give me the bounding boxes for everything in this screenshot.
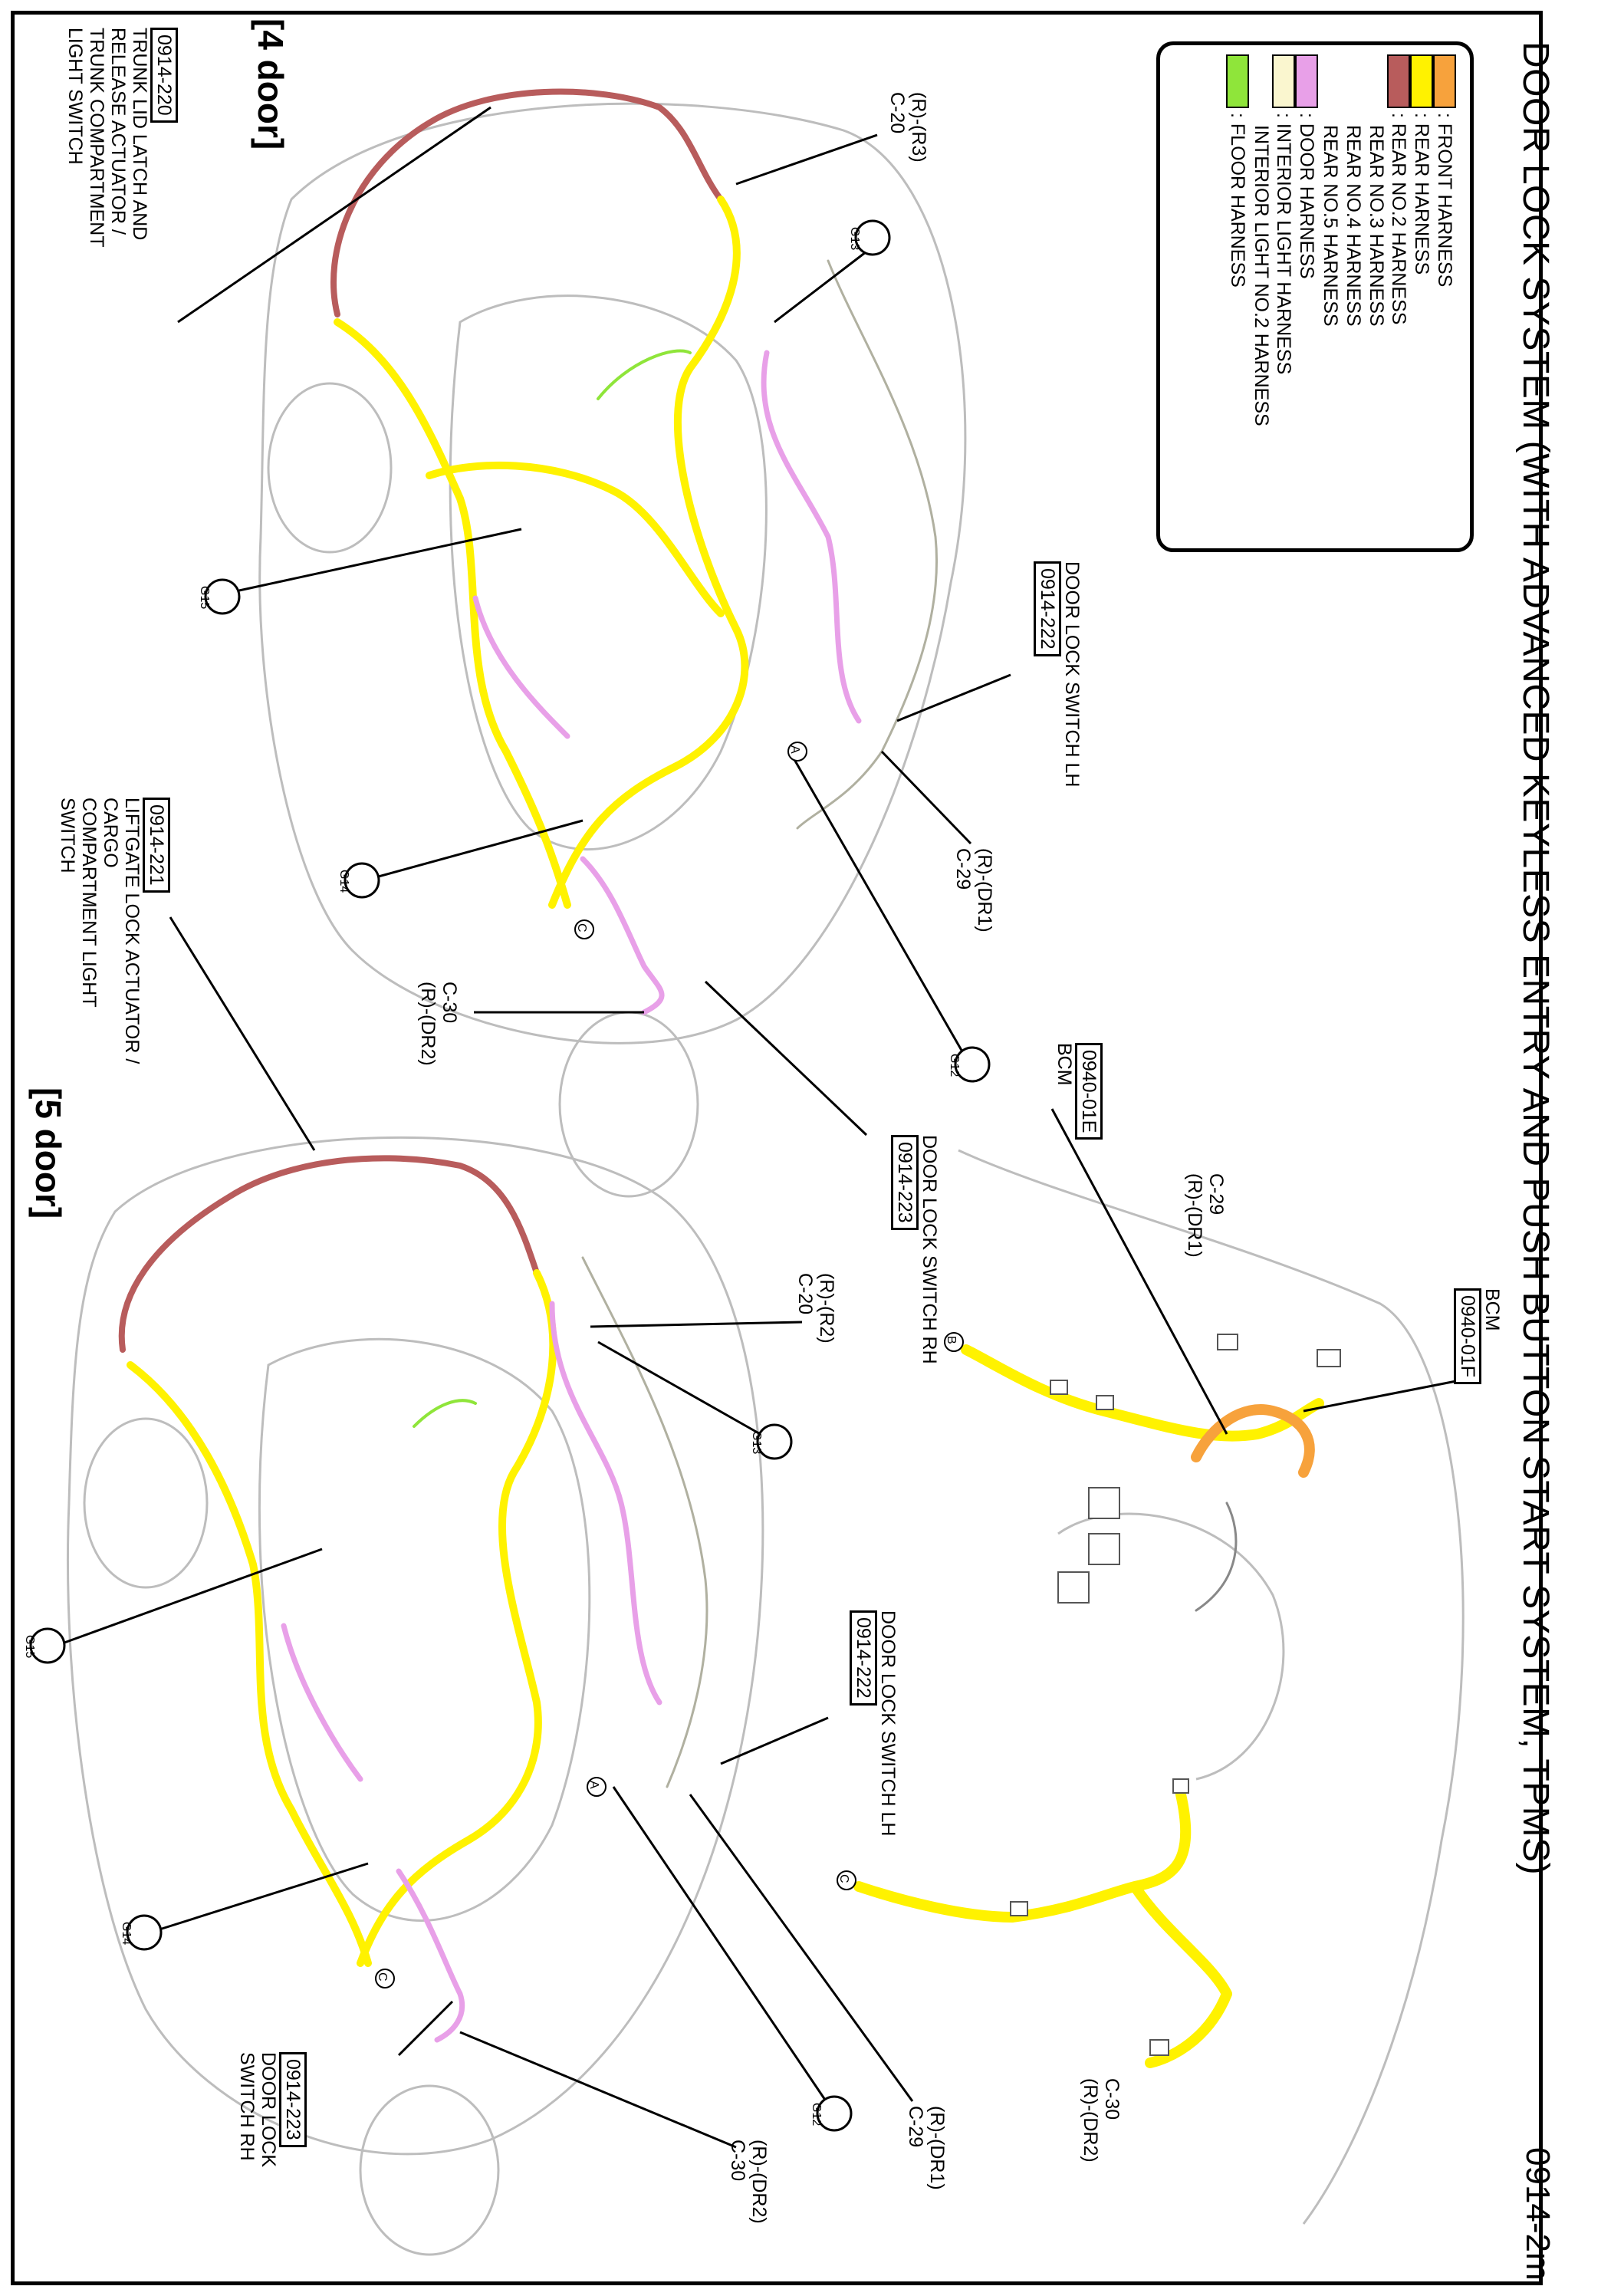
bcm-e-code: 0940-01E (1075, 1043, 1103, 1140)
legend-item (1387, 54, 1410, 324)
legend-swatch (1410, 54, 1433, 108)
bcm-f-code: 0940-01F (1454, 1288, 1481, 1384)
g15-5door-label: G15 (23, 1635, 36, 1659)
legend-label: : FLOOR HARNESS (1227, 113, 1248, 288)
trunk-lid-code: 0914-220 (150, 28, 178, 123)
g15-4door-label: G15 (198, 586, 211, 610)
trunk-lid-label: 0914-220 TRUNK LID LATCH AND RELEASE ACTUATOR / TRUNK COMPARTMENT LIGHT SWITCH (64, 28, 178, 248)
legend-label: : FRONT HARNESS (1434, 113, 1455, 288)
door-lock-rh-5door-code: 0914-223 (279, 2052, 307, 2147)
bcm-e-label: 0940-01E BCM (1054, 1043, 1103, 1140)
legend-label: : DOOR HARNESS (1296, 113, 1317, 279)
conn-a-5door: A (587, 1781, 600, 1789)
conn-c-4door: C (575, 923, 588, 933)
legend-box (1156, 41, 1474, 552)
page-title: DOOR LOCK SYSTEM (WITH ADVANCED KEYLESS ENTRY AND PUSH BUTTON START SYSTEM, TPMS) (1515, 41, 1556, 1876)
legend-sublabel: REAR NO.5 HARNESS (1320, 125, 1341, 327)
legend-swatch (1295, 54, 1318, 108)
g14-4door-label: G14 (337, 870, 350, 893)
legend-sublabel: REAR NO.3 HARNESS (1366, 125, 1387, 327)
conn-c-front: C (837, 1874, 850, 1883)
legend-item (1433, 54, 1456, 287)
door-lock-rh-4door-code: 0914-223 (891, 1135, 919, 1230)
door-lock-lh-5door-label: DOOR LOCK SWITCH LH 0914-222 (850, 1610, 899, 1836)
section-5door: [5 door] (28, 1087, 68, 1219)
g12-5door-label: G12 (810, 2103, 823, 2127)
door-lock-lh-4door-label: DOOR LOCK SWITCH LH 0914-222 (1034, 561, 1083, 787)
conn-a-4door: A (788, 745, 801, 754)
bcm-f-label: BCM 0940-01F (1454, 1288, 1503, 1384)
g12-4door-label: G12 (948, 1054, 961, 1077)
legend-label: : REAR NO.2 HARNESS (1388, 113, 1409, 325)
g14-5door-label: G14 (120, 1922, 133, 1946)
conn-c-5door: C (376, 1972, 389, 1982)
legend-label: : REAR HARNESS (1411, 113, 1432, 275)
liftgate-label: 0914-221 LIFTGATE LOCK ACTUATOR / CARGO COMPARTMENT LIGHT SWITCH (57, 798, 170, 1064)
c20-r2-label: (R)-(R2) C-20 (794, 1273, 837, 1344)
c29-4door-label: (R)-(DR1) C-29 (952, 848, 995, 933)
g13-5door-label: G13 (750, 1431, 763, 1455)
legend-item (1226, 54, 1249, 288)
c20-r3-label: (R)-(R3) C-20 (886, 92, 929, 163)
legend-swatch (1387, 54, 1410, 108)
legend-sublabel: REAR NO.4 HARNESS (1343, 125, 1364, 327)
door-lock-lh-4door-code: 0914-222 (1034, 561, 1061, 656)
legend-item (1272, 54, 1295, 374)
c29-5door-label: (R)-(DR1) C-29 (905, 2106, 948, 2190)
liftgate-code: 0914-221 (143, 798, 170, 893)
door-lock-rh-4door-label: DOOR LOCK SWITCH RH 0914-223 (891, 1135, 940, 1364)
c30-front-label: C-30 (R)-(DR2) (1080, 2078, 1123, 2163)
legend-item (1295, 54, 1318, 279)
legend-swatch (1433, 54, 1456, 108)
legend-swatch (1226, 54, 1249, 108)
c30-5door-label: (R)-(DR2) C-30 (727, 2140, 770, 2224)
c30-4door-label: C-30 (R)-(DR2) (417, 982, 460, 1066)
door-lock-rh-5door-label: 0914-223 DOOR LOCK SWITCH RH (236, 2052, 307, 2167)
door-lock-lh-5door-code: 0914-222 (850, 1610, 877, 1706)
conn-b-front: B (945, 1336, 958, 1344)
legend-label: : INTERIOR LIGHT HARNESS (1273, 113, 1294, 375)
g13-4door-label: G13 (848, 227, 861, 251)
legend-item (1410, 54, 1433, 275)
legend-swatch (1272, 54, 1295, 108)
c29-front-label: C-29 (R)-(DR1) (1184, 1173, 1227, 1258)
page-number: 0914-2m (1519, 2147, 1557, 2281)
legend-sublabel: INTERIOR LIGHT NO.2 HARNESS (1251, 125, 1272, 426)
section-4door: [4 door] (251, 18, 291, 150)
